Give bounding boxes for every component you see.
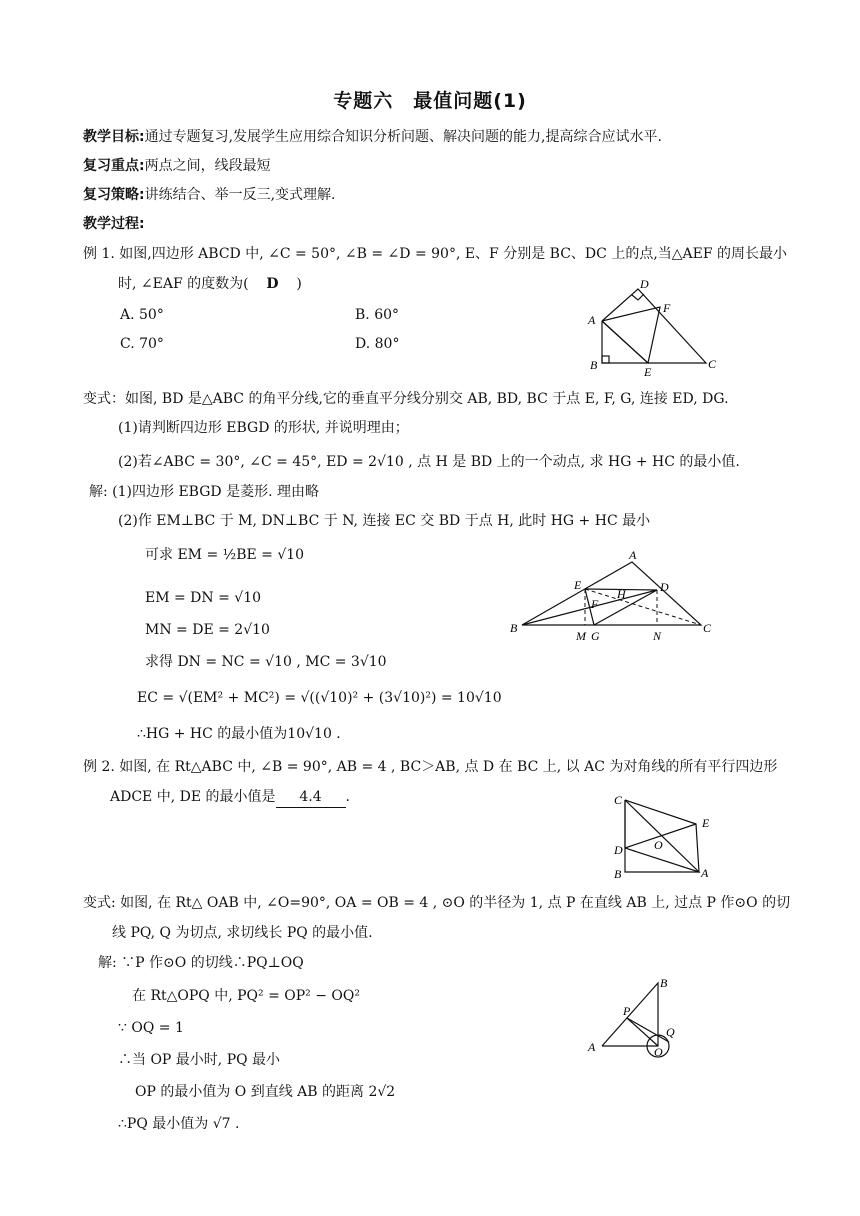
ex1-line1: 例 1. 如图,四边形 ABCD 中, ∠C = 50°, ∠B = ∠D = 90°, E、F 分别是 BC、DC 上的点,当△AEF 的周长最小 xyxy=(83,246,788,262)
ex1-option-c: C. 70° xyxy=(120,336,164,352)
var2-solution6: ∴PQ 最小值为 √7 . xyxy=(118,1116,240,1132)
var2-solution3: ∵ OQ = 1 xyxy=(118,1020,184,1036)
fig4-label-q: Q xyxy=(666,1025,675,1039)
fig2-label-e: E xyxy=(574,578,582,592)
fig4-label-b: B xyxy=(660,976,668,990)
focus-text: 两点之间，线段最短 xyxy=(144,158,271,174)
fig2-label-b: B xyxy=(510,621,518,635)
ex1-answer: D xyxy=(266,276,279,292)
var1-solution5: MN = DE = 2√10 xyxy=(145,622,270,638)
fig1-label-d: D xyxy=(640,277,649,291)
var1-line1: 变式：如图, BD 是△ABC 的角平分线,它的垂直平分线分别交 AB, BD, BC 于点 E, F, G, 连接 ED, DG. xyxy=(83,391,729,407)
goal-text: 通过专题复习,发展学生应用综合知识分析问题、解决问题的能力,提高综合应试水平. xyxy=(144,129,662,145)
var2-solution2: 在 Rt△OPQ 中, PQ² = OP² − OQ² xyxy=(132,988,360,1004)
var2-line1: 变式: 如图, 在 Rt△ OAB 中, ∠O=90°, OA = OB = 4 , ⊙O 的半径为 1, 点 P 在直线 AB 上, 过点 P 作⊙O 的切 xyxy=(83,895,791,911)
var1-solution7: EC = √(EM² + MC²) = √((√10)² + (3√10)²) = 10√10 xyxy=(137,690,502,706)
ex1-option-a: A. 50° xyxy=(120,307,164,323)
teaching-goal xyxy=(83,127,662,147)
figure-triangle-abc-rhombus xyxy=(505,548,720,648)
fig3-label-o: O xyxy=(654,838,663,852)
ex2-line1: 例 2. 如图, 在 Rt△ABC 中, ∠B = 90°, AB = 4 , BC＞AB, 点 D 在 BC 上, 以 AC 为对角线的所有平行四边形 xyxy=(83,759,778,775)
ex1-option-d: D. 80° xyxy=(355,336,400,352)
fig1-label-e: E xyxy=(644,365,652,379)
fig2-label-h: H xyxy=(617,587,626,601)
ex2-line2 xyxy=(110,787,350,808)
fig3-label-a: A xyxy=(701,866,709,880)
review-focus xyxy=(83,156,271,176)
var2-solution5: OP 的最小值为 O 到直线 AB 的距离 2√2 xyxy=(135,1084,396,1100)
fig3-label-d: D xyxy=(614,843,623,857)
fig2-label-c: C xyxy=(703,621,712,635)
ex2-end: . xyxy=(345,789,350,805)
fig2-label-m: M xyxy=(576,629,586,643)
fig4-label-p: P xyxy=(623,1004,631,1018)
strategy-label: 复习策略: xyxy=(83,187,145,203)
var1-solution2: (2)作 EM⊥BC 于 M, DN⊥BC 于 N, 连接 EC 交 BD 于点 H, 此时 HG + HC 最小 xyxy=(118,513,651,529)
fig1-label-b: B xyxy=(590,358,598,372)
fig1-label-a: A xyxy=(588,313,596,327)
var1-q2: (2)若∠ABC = 30°, ∠C = 45°, ED = 2√10 , 点 H 是 BD 上的一个动点, 求 HG + HC 的最小值. xyxy=(118,454,740,470)
ex2-question: ADCE 中, DE 的最小值是 xyxy=(110,789,276,805)
fig2-label-n: N xyxy=(653,629,662,643)
goal-label: 教学目标: xyxy=(83,129,145,145)
figure-quadrilateral-abcd xyxy=(580,275,730,380)
figure-circle-tangent xyxy=(585,975,685,1065)
page-title: 专题六 最值问题(1) xyxy=(333,90,527,112)
fig4-label-o: O xyxy=(654,1045,663,1059)
fig1-label-f: F xyxy=(663,301,671,315)
var1-solution3: 可求 EM = ½BE = √10 xyxy=(145,547,305,563)
var2-solution1: 解: ∵P 作⊙O 的切线∴PQ⊥OQ xyxy=(98,955,304,971)
var1-solution6: 求得 DN = NC = √10 , MC = 3√10 xyxy=(145,654,387,670)
ex1-question: 时, ∠EAF 的度数为( xyxy=(118,276,249,292)
var2-line2: 线 PQ, Q 为切点, 求切线长 PQ 的最小值. xyxy=(112,925,373,941)
fig2-label-g: G xyxy=(591,629,600,643)
var2-solution4: ∴当 OP 最小时, PQ 最小 xyxy=(118,1052,281,1068)
figure-parallelogram-adce xyxy=(608,790,718,885)
var1-solution4: EM = DN = √10 xyxy=(145,590,262,606)
ex1-line2 xyxy=(118,274,302,294)
focus-label: 复习重点: xyxy=(83,158,145,174)
var1-q1: (1)请判断四边形 EBGD 的形状, 并说明理由； xyxy=(118,420,409,436)
fig1-label-c: C xyxy=(708,357,717,371)
fig2-label-f: F xyxy=(591,597,599,611)
process-label: 教学过程: xyxy=(83,216,145,232)
fig3-label-e: E xyxy=(702,816,710,830)
fig3-label-b: B xyxy=(614,867,622,881)
review-strategy xyxy=(83,185,336,205)
fig2-label-d: D xyxy=(660,580,669,594)
fig4-label-a: A xyxy=(588,1040,596,1054)
fig3-label-c: C xyxy=(614,793,623,807)
var1-solution8: ∴HG + HC 的最小值为10√10 . xyxy=(137,726,341,742)
ex2-answer: 4.4 xyxy=(276,787,346,808)
ex1-close: ) xyxy=(296,276,302,292)
var1-solution1: 解: (1)四边形 EBGD 是菱形. 理由略 xyxy=(89,484,319,500)
strategy-text: 讲练结合、举一反三,变式理解. xyxy=(144,187,336,203)
ex1-option-b: B. 60° xyxy=(355,307,400,323)
fig2-label-a: A xyxy=(629,548,637,562)
